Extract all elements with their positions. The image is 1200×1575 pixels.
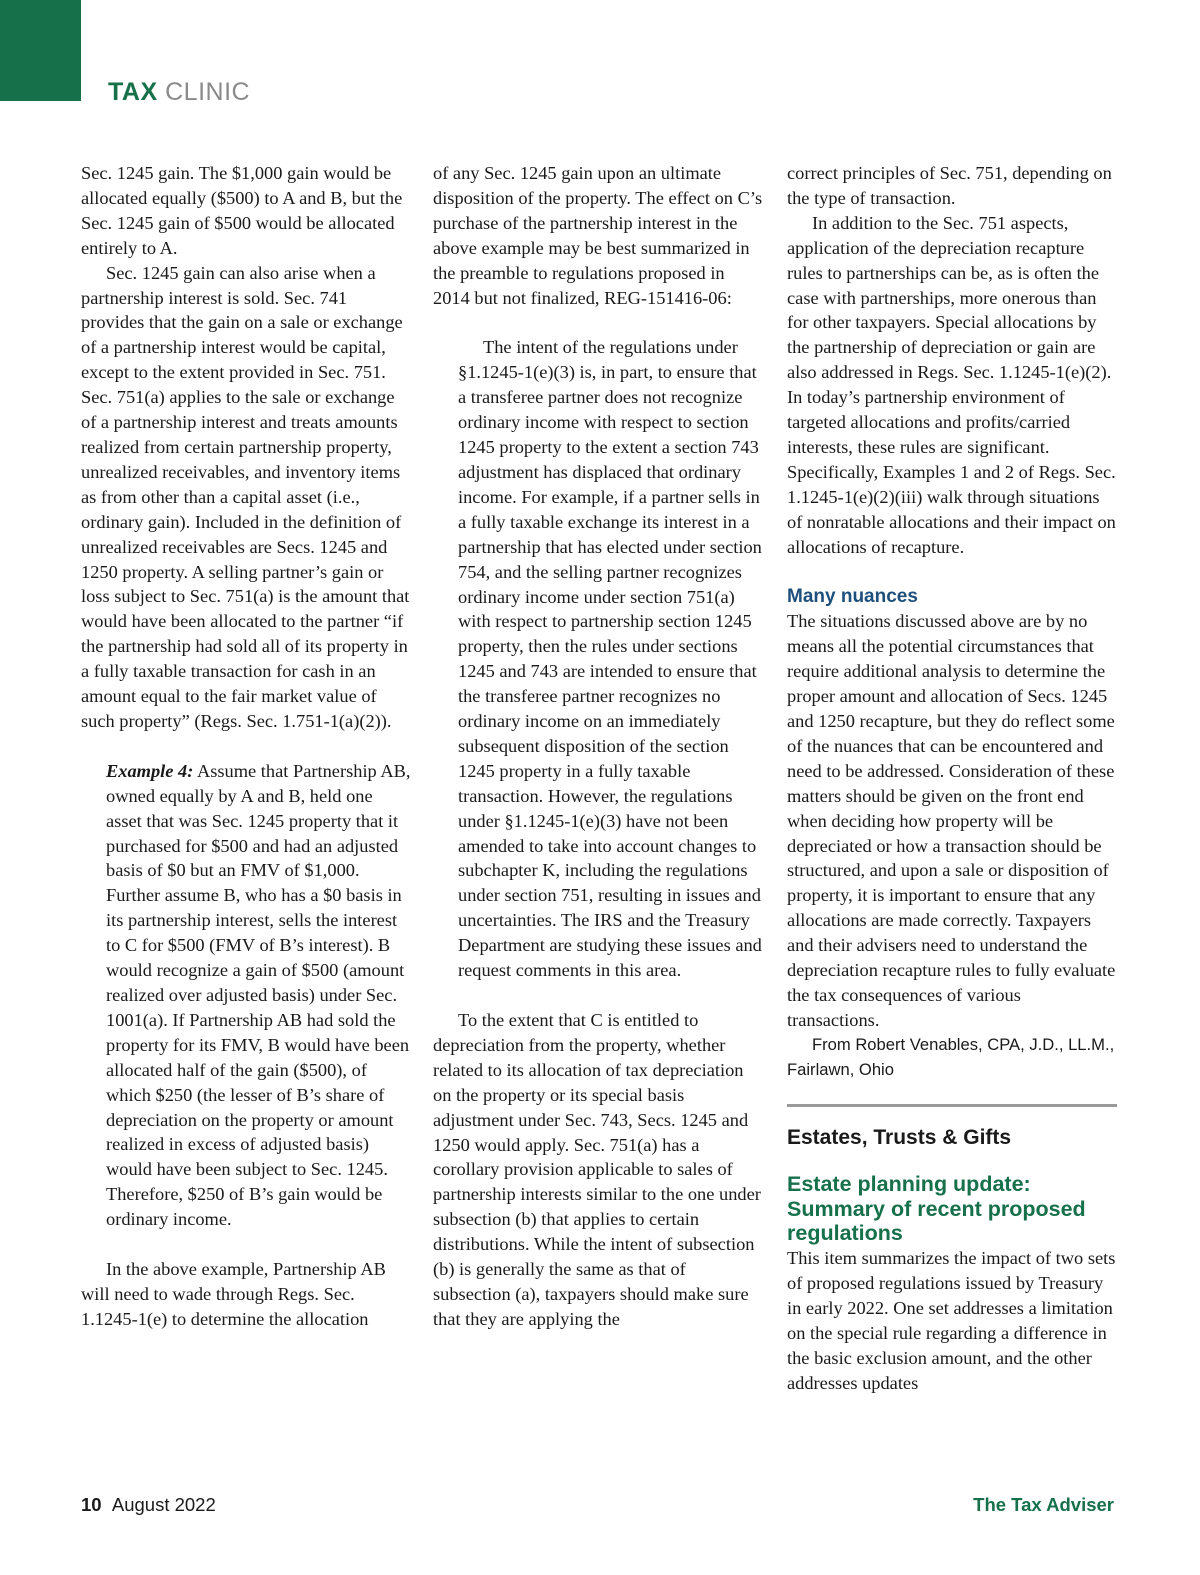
section-title: Estates, Trusts & Gifts	[787, 1125, 1012, 1149]
column-3	[787, 161, 1117, 1396]
column-1	[81, 161, 411, 1332]
subhead-many-nuances: Many nuances	[787, 585, 918, 607]
article-title: Estate planning update: Summary of recent proposed regulations	[787, 1171, 1086, 1246]
author-byline: From Robert Venables, CPA, J.D., LL.M., Fairlawn, Ohio	[787, 1034, 1115, 1079]
publication-name: The Tax Adviser	[973, 1494, 1114, 1515]
col1-paragraph-2: Sec. 1245 gain can also arise when a partnership interest is sold. Sec. 741 provides that the gain on a sale or exchange of a partnership interest would be capital, except to the extent provided in Sec. 751. Sec. 751(a) applies to the sale or exchange of a partnership interest and treats amounts realized from certain partnership property, unrealized receivables, and inventory items as from other than a capital asset (i.e., ordinary gain). Included in the definition of unrealized receivables are Secs. 1245 and 1250 property. A selling partner’s gain or loss subject to Sec. 751(a) is the amount that would have been allocated to the partner “if the partnership had sold all of its property in a fully taxable transaction for cash in an amount equal to the fair market value of such property” (Regs. Sec. 1.751-1(a)(2)).	[81, 262, 410, 731]
example-4-block	[81, 759, 411, 1232]
section-header	[108, 78, 250, 107]
col1-paragraph-1: Sec. 1245 gain. The $1,000 gain would be allocated equally ($500) to A and B, but the Sec. 1245 gain of $500 would be allocated entirely to A.	[81, 163, 403, 258]
example-text: Assume that Partnership AB, owned equally by A and B, held one asset that was Sec. 1245 property that it purchased for $500 and had an adjusted basis of $0 but an FMV of $1,000. Further assume B, who has a $0 basis in its partnership interest, sells the interest to C for $500 (FMV of B’s interest). B would recognize a gain of $500 (amount realized over adjusted basis) under Sec. 1001(a). If Partnership AB had sold the property for its FMV, B would have been allocated half of the gain ($500), of which $250 (the lesser of B’s share of depreciation on the property or amount realized in excess of adjusted basis) would have been subject to Sec. 1245. Therefore, $250 of B’s gain would be ordinary income.	[106, 760, 411, 1230]
header-color-tab	[0, 0, 81, 101]
col1-paragraph-3: In the above example, Partnership AB will need to wade through Regs. Sec. 1.1245-1(e) to determine the allocation	[81, 1259, 386, 1329]
section-divider	[787, 1104, 1117, 1107]
col3-paragraph-3: The situations discussed above are by no means all the potential circumstances that require additional analysis to determine the proper amount and allocation of Secs. 1245 and 1250 recapture, but they do reflect some of the nuances that can be encountered and need to be addressed. Consideration of these matters should be given on the front end when deciding how property will be depreciated or how a transaction should be structured, and upon a sale or disposition of property, it is important to ensure that any allocations are made correctly. Taxpayers and their advisers need to understand the depreciation recapture rules to fully evaluate the tax consequences of various transactions.	[787, 611, 1116, 1030]
page-number: 10	[81, 1494, 102, 1515]
col2-paragraph-1: of any Sec. 1245 gain upon an ultimate disposition of the property. The effect on C’s purchase of the partnership interest in the above example may be best summarized in the preamble to regulations proposed in 2014 but not finalized, REG-151416-06:	[433, 163, 763, 308]
header-clinic: CLINIC	[165, 78, 251, 106]
issue-date: August 2022	[111, 1494, 216, 1515]
column-2	[433, 161, 763, 1332]
header-tax: TAX	[108, 78, 158, 106]
col3-paragraph-2: In addition to the Sec. 751 aspects, application of the depreciation recapture rules to partnerships can be, as is often the case with partnerships, more onerous than for other taxpayers. Special allocations by the partnership of depreciation or gain are also addressed in Regs. Sec. 1.1245-1(e)(2). In today’s partnership environment of targeted allocations and profits/carried interests, these rules are significant. Specifically, Examples 1 and 2 of Regs. Sec. 1.1245-1(e)(2)(iii) walk through situations of nonratable allocations and their impact on allocations of recapture.	[787, 212, 1116, 557]
col3-paragraph-1: correct principles of Sec. 751, depending on the type of transaction.	[787, 163, 1112, 208]
col2-blockquote: The intent of the regulations under §1.1245-1(e)(3) is, in part, to ensure that a transferee partner does not recognize ordinary income with respect to section 1245 property to the extent a section 743 adjustment has displaced that ordinary income. For example, if a partner sells in a fully taxable exchange its interest in a partnership that has elected under section 754, and the selling partner recognizes ordinary income under section 751(a) with respect to partnership section 1245 property, then the rules under sections 1245 and 743 are intended to ensure that the transferee partner recognizes no ordinary income on an immediately subsequent disposition of the section 1245 property in a fully taxable transaction. However, the regulations under §1.1245-1(e)(3) have not been amended to take into account changes to subchapter K, including the regulations under section 751, resulting in issues and uncertainties. The IRS and the Treasury Department are studying these issues and request comments in this area.	[458, 337, 762, 981]
col3-paragraph-4: This item summarizes the impact of two sets of proposed regulations issued by Treasury in early 2022. One set addresses a limitation on the special rule regarding a difference in the basic exclusion amount, and the other addresses updates	[787, 1248, 1116, 1393]
col2-paragraph-2: To the extent that C is entitled to depreciation from the property, whether related to its allocation of tax depreciation on the property or its special basis adjustment under Sec. 743, Secs. 1245 and 1250 would apply. Sec. 751(a) has a corollary provision applicable to sales of partnership interests similar to the one under subsection (b) that applies to certain distributions. While the intent of subsection (b) is generally the same as that of subsection (a), taxpayers should make sure that they are applying the	[433, 1010, 761, 1329]
footer-page-info	[81, 1494, 216, 1516]
example-label: Example 4:	[106, 760, 194, 781]
